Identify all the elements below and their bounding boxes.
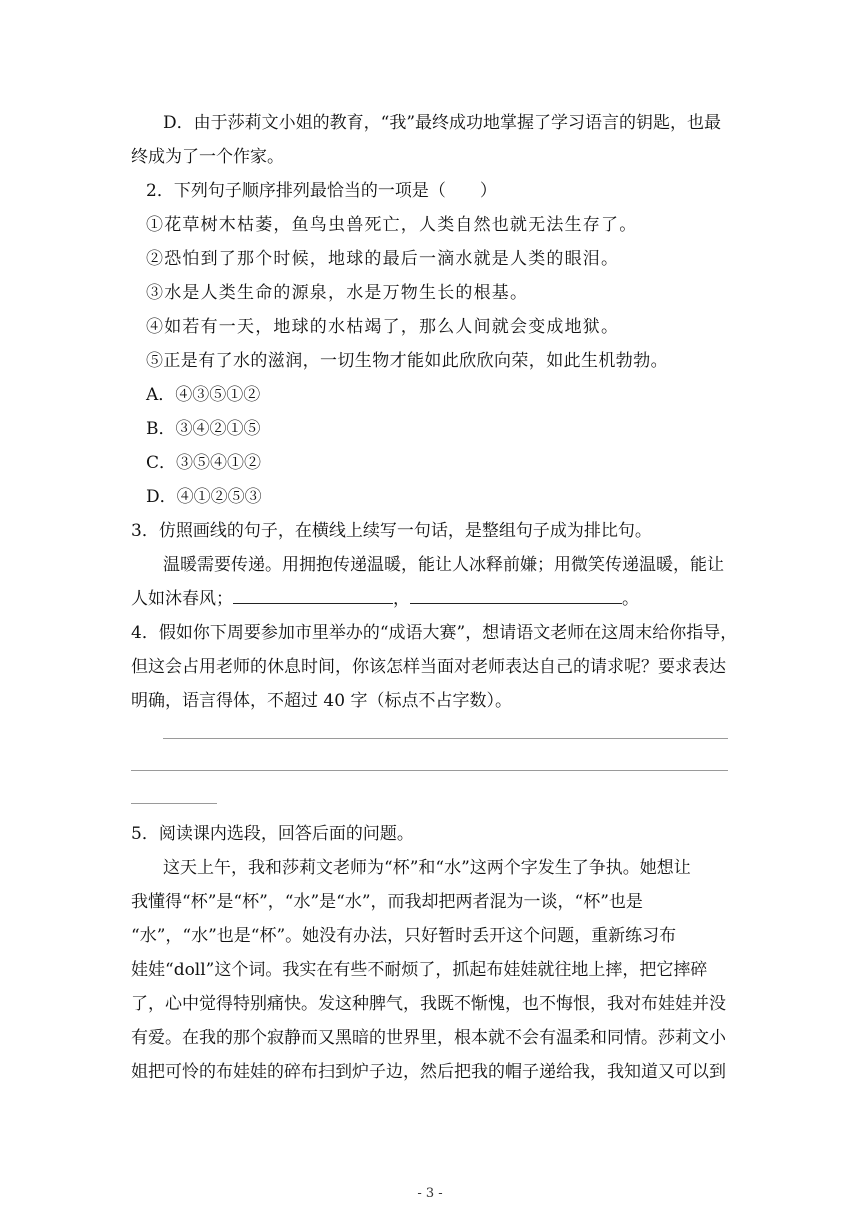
- q3-separator: ，: [393, 589, 410, 609]
- q3-blank-2[interactable]: [410, 587, 622, 604]
- q5-passage-line-7: 姐把可怜的布娃娃的碎布扫到炉子边，然后把我的帽子递给我，我知道又可以到: [131, 1062, 726, 1082]
- q5-passage-line-6: 有爱。在我的那个寂静而又黑暗的世界里，根本就不会有温柔和同情。莎莉文小: [131, 1028, 726, 1048]
- q3-blank-1[interactable]: [233, 587, 393, 604]
- q2-stem: 2．下列句子顺序排列最恰当的一项是（ ）: [146, 181, 497, 201]
- q5-stem: 5．阅读课内选段，回答后面的问题。: [131, 824, 414, 844]
- q2-option-c: C．③⑤④①②: [146, 453, 262, 473]
- q5-passage-line-3: “水”，“水”也是“杯”。她没有办法，只好暂时丢开这个问题，重新练习布: [131, 926, 677, 946]
- q2-option-d: D．④①②⑤③: [146, 487, 262, 507]
- q2-sentence-2: ②恐怕到了那个时候，地球的最后一滴水就是人类的眼泪。: [146, 249, 620, 269]
- q5-passage-line-5: 了，心中觉得特别痛快。发这种脾气，我既不惭愧，也不悔恨，我对布娃娃并没: [131, 994, 726, 1014]
- q4-line1: 4．假如你下周要参加市里举办的“成语大赛”，想请语文老师在这周末给你指导，: [131, 623, 738, 643]
- q5-passage-line-1: 这天上午，我和莎莉文老师为“杯”和“水”这两个字发生了争执。她想让: [163, 858, 691, 878]
- q2-option-b: B．③④②①⑤: [146, 419, 261, 439]
- answer-line-2[interactable]: [131, 770, 728, 771]
- answer-line-1[interactable]: [163, 738, 728, 739]
- q2-sentence-4: ④如若有一天，地球的水枯竭了，那么人间就会变成地狱。: [146, 317, 620, 337]
- q3-line2: [131, 587, 639, 611]
- q3-line2-prefix: 人如沐春风；: [131, 589, 233, 609]
- q2-sentence-3: ③水是人类生命的源泉，水是万物生长的根基。: [146, 283, 529, 303]
- page-number: - 3 -: [417, 1186, 443, 1201]
- q1-option-d-line1: D．由于莎莉文小姐的教育，“我”最终成功地掌握了学习语言的钥匙，也最: [163, 113, 722, 133]
- q1-option-d-line2: 终成为了一个作家。: [131, 147, 284, 167]
- q4-line3: 明确，语言得体，不超过 40 字（标点不占字数）。: [131, 691, 512, 711]
- q5-passage-line-2: 我懂得“杯”是“杯”，“水”是“水”，而我却把两者混为一谈，“杯”也是: [131, 892, 643, 912]
- q2-sentence-1: ①花草树木枯萎，鱼鸟虫兽死亡，人类自然也就无法生存了。: [146, 215, 638, 235]
- q2-option-a: A．④③⑤①②: [146, 385, 261, 405]
- q4-line2: 但这会占用老师的休息时间，你该怎样当面对老师表达自己的请求呢？要求表达: [131, 657, 726, 677]
- answer-line-3[interactable]: [131, 803, 217, 804]
- q5-passage-line-4: 娃娃“doll”这个词。我实在有些不耐烦了，抓起布娃娃就往地上摔，把它摔碎: [131, 960, 708, 980]
- q3-line1: 温暖需要传递。用拥抱传递温暖，能让人冰释前嫌；用微笑传递温暖，能让: [163, 555, 724, 575]
- q2-sentence-5: ⑤正是有了水的滋润，一切生物才能如此欣欣向荣，如此生机勃勃。: [146, 351, 668, 371]
- q3-stem: 3．仿照画线的句子，在横线上续写一句话，是整组句子成为排比句。: [131, 521, 652, 541]
- q3-end-mark: 。: [622, 589, 639, 609]
